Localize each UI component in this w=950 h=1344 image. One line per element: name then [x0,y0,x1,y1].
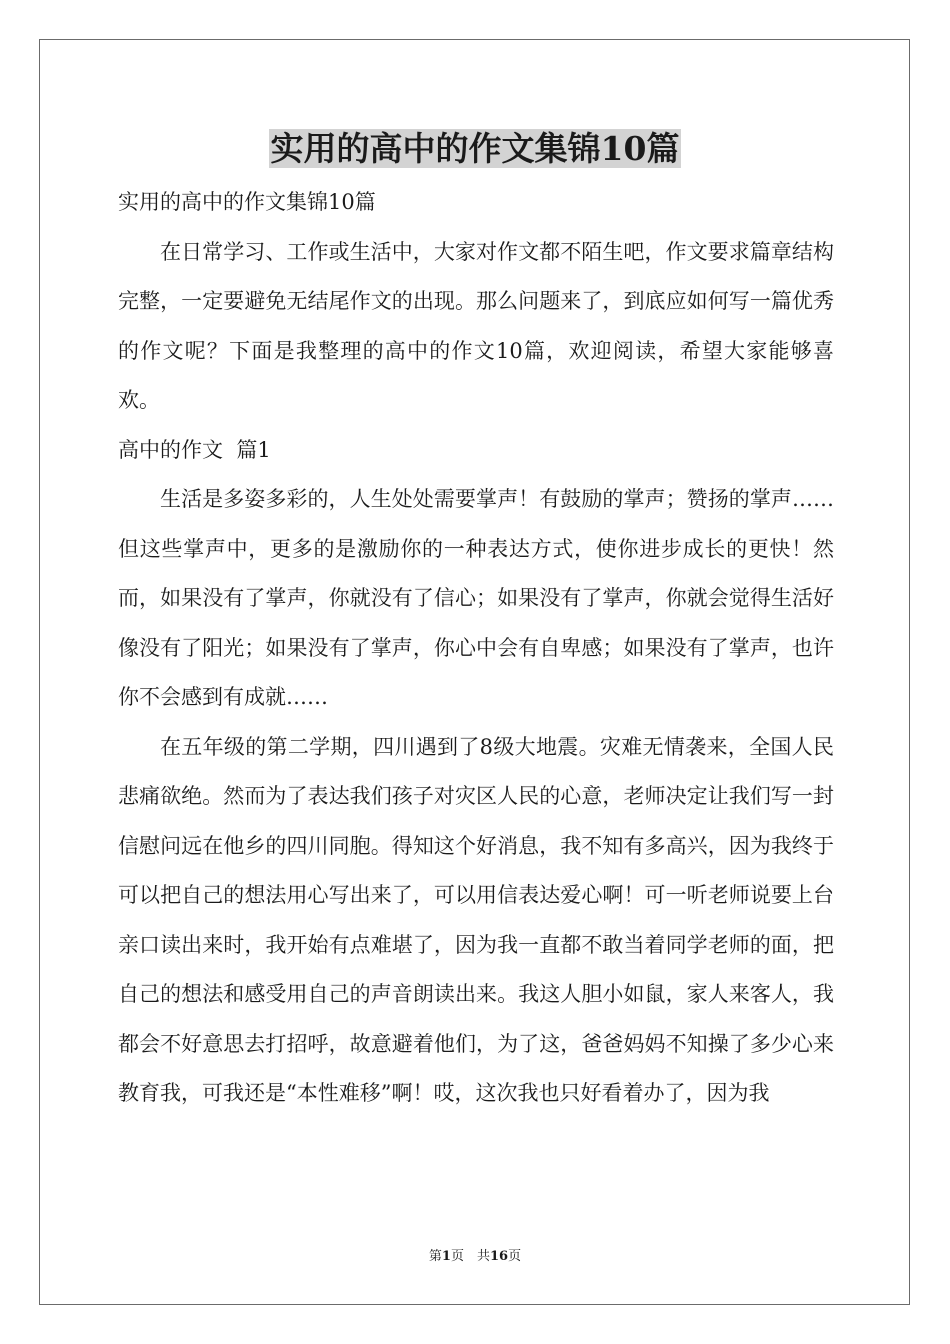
footer-page-total: 16 [489,1249,509,1264]
document-title [0,126,950,172]
footer-prefix: 第 [428,1249,442,1264]
document-subtitle: 实用的高中的作文集锦10篇 [118,190,376,214]
document-title-text: 实用的高中的作文集锦10篇 [270,129,680,168]
footer-suffix: 页 [508,1249,522,1264]
section-heading: 高中的作文 篇1 [118,437,271,462]
body-paragraph-1: 生活是多姿多彩的，人生处处需要掌声！有鼓励的掌声；赞扬的掌声……但这些掌声中，更多的是激励你的一种表达方式，使你进步成长的更快！然而，如果没有了掌声，你就没有了信心；如果没有了掌声，你就会觉得生活好像没有了阳光；如果没有了掌声，你心中会有自卑感；如果没有了掌声，也许你不会感到有成就…… [118,487,834,709]
footer-page-number: 1 [441,1249,451,1264]
intro-paragraph: 在日常学习、工作或生活中，大家对作文都不陌生吧，作文要求篇章结构完整，一定要避免无结尾作文的出现。那么问题来了，到底应如何写一篇优秀的作文呢？下面是我整理的高中的作文10篇，欢迎阅读，希望大家能够喜欢。 [118,239,834,412]
body-paragraph-2: 在五年级的第二学期，四川遇到了8级大地震。灾难无情袭来，全国人民悲痛欲绝。然而为了表达我们孩子对灾区人民的心意，老师决定让我们写一封信慰问远在他乡的四川同胞。得知这个好消息，我不知有多高兴，因为我终于可以把自己的想法用心写出来了，可以用信表达爱心啊！可一听老师说要上台亲口读出来时，我开始有点难堪了，因为我一直都不敢当着同学老师的面，把自己的想法和感受用自己的声音朗读出来。我这人胆小如鼠，家人来客人，我都会不好意思去打招呼，故意避着他们，为了这，爸爸妈妈不知操了多少心来教育我，可我还是“本性难移”啊！哎，这次我也只好看着办了，因为我 [118,734,834,1105]
page-footer [0,1248,950,1266]
footer-mid: 页 共 [450,1249,490,1264]
document-body [118,178,834,1119]
